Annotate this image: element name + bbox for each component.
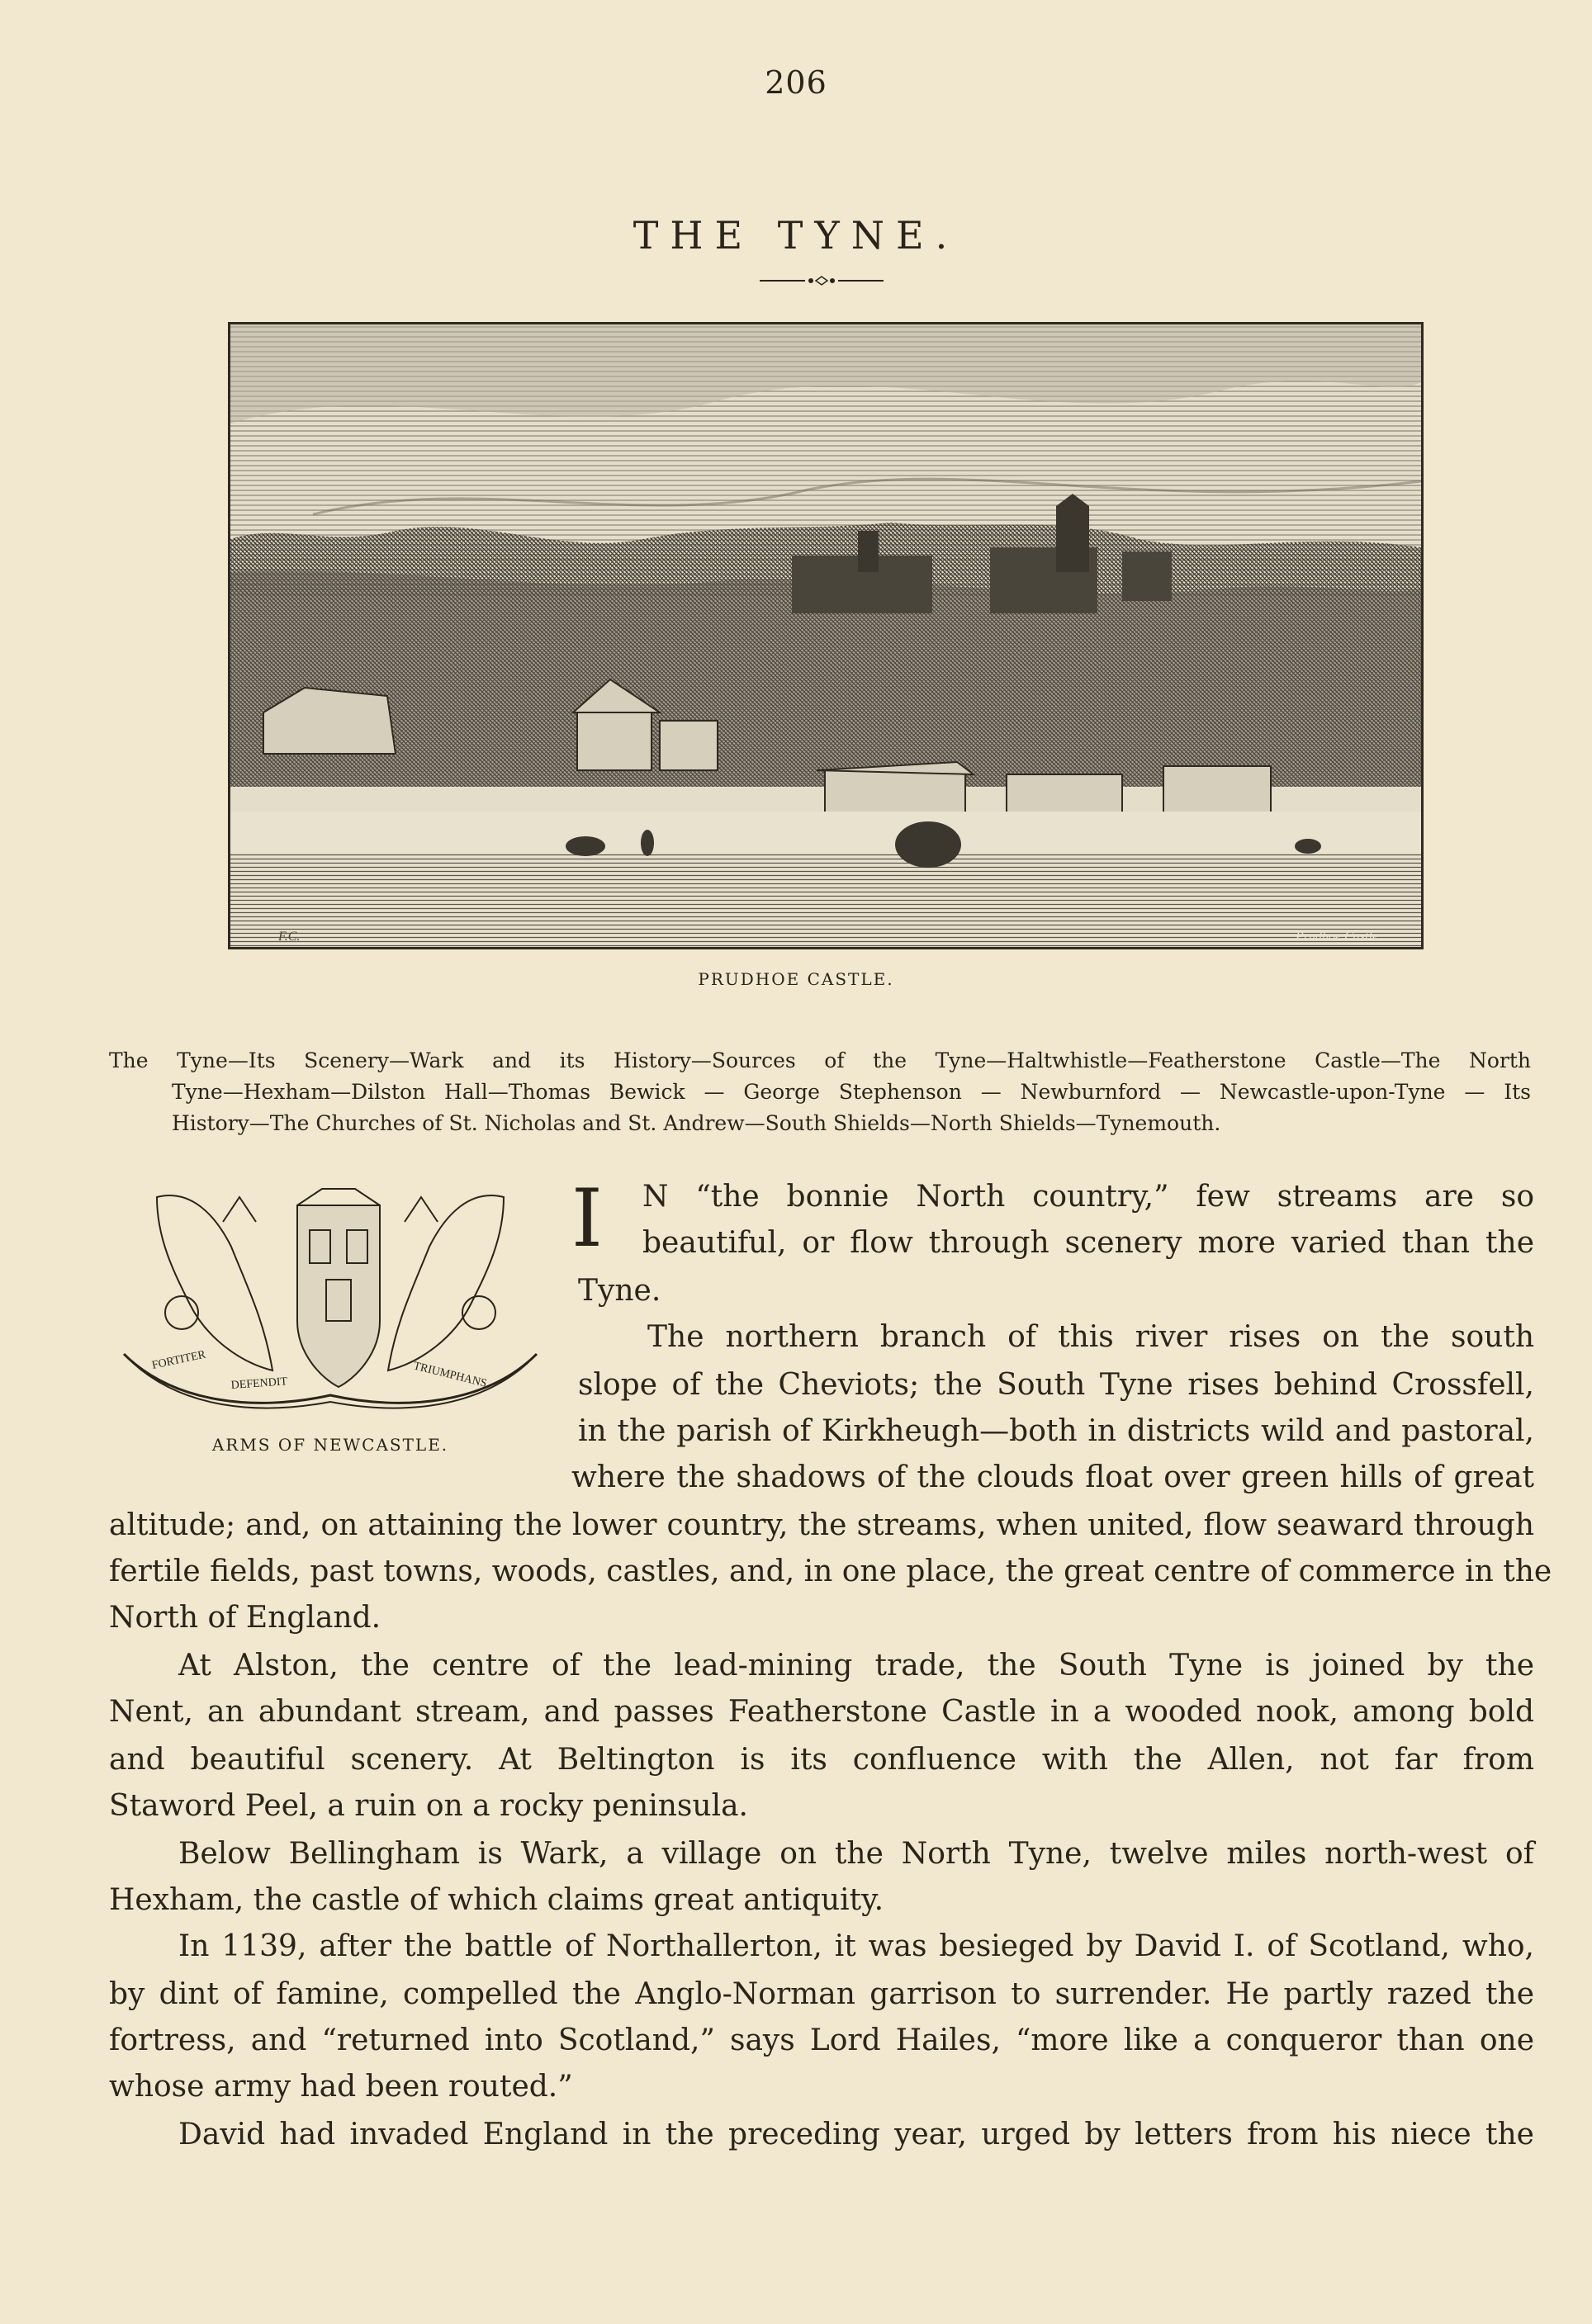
illustration-caption: PRUDHOE CASTLE.: [698, 969, 894, 989]
motto-middle: DEFENDIT: [230, 1375, 288, 1392]
body-line: Tyne.: [578, 1274, 661, 1308]
body-line: N “the bonnie North country,” few streams are so: [642, 1180, 1534, 1214]
summary-line: The Tyne—Its Scenery—Wark and its History—Sources of the Tyne—Haltwhistle—Featherstone Castle—The North: [109, 1048, 1531, 1072]
body-line: in the parish of Kirkheugh—both in districts wild and pastoral,: [578, 1414, 1534, 1448]
body-line: and beautiful scenery. At Beltington is its confluence with the Allen, not far from: [109, 1743, 1534, 1777]
body-line: fertile fields, past towns, woods, castles, and, in one place, the great centre of commerce in the: [109, 1555, 1552, 1588]
summary-line: History—The Churches of St. Nicholas and St. Andrew—South Shields—North Shields—Tynemouth.: [172, 1111, 1221, 1135]
body-line: In 1139, after the battle of Northallerton, it was besieged by David I. of Scotland, who,: [178, 1929, 1534, 1963]
summary-line: Tyne—Hexham—Dilston Hall—Thomas Bewick — George Stephenson — Newburnford — Newcastle-upon-Tyne — Its: [172, 1080, 1531, 1104]
body-line: whose army had been routed.”: [109, 2070, 573, 2104]
engraving-title-script: Prudhoe Castle: [1296, 930, 1378, 944]
body-line: by dint of famine, compelled the Anglo-Norman garrison to surrender. He partly razed the: [109, 1977, 1534, 2011]
drop-cap: I: [571, 1172, 603, 1265]
body-line: Staword Peel, a ruin on a rocky peninsula.: [109, 1789, 748, 1823]
arms-caption: ARMS OF NEWCASTLE.: [211, 1435, 449, 1455]
body-line: slope of the Cheviots; the South Tyne rises behind Crossfell,: [578, 1368, 1534, 1402]
motto-left: FORTITER: [150, 1348, 207, 1372]
body-line: North of England.: [109, 1601, 381, 1635]
body-line: where the shadows of the clouds float over green hills of great: [571, 1460, 1534, 1494]
body-line: altitude; and, on attaining the lower country, the streams, when united, flow seaward through: [109, 1508, 1534, 1542]
body-line: The northern branch of this river rises on the south: [647, 1320, 1534, 1354]
body-line: At Alston, the centre of the lead-mining trade, the South Tyne is joined by the: [178, 1649, 1534, 1683]
engraver-signature: F.C.: [278, 930, 301, 944]
arms-of-newcastle-emblem: [107, 1172, 553, 1428]
body-line: beautiful, or flow through scenery more varied than the: [642, 1226, 1534, 1260]
body-line: David had invaded England in the preceding year, urged by letters from his niece the: [178, 2118, 1534, 2151]
body-line: Hexham, the castle of which claims great antiquity.: [109, 1883, 884, 1917]
chapter-summary: [109, 1045, 1531, 1139]
chapter-title: THE TYNE.: [633, 213, 959, 258]
prudhoe-castle-engraving: [228, 322, 1424, 949]
body-line: fortress, and “returned into Scotland,” says Lord Hailes, “more like a conqueror than one: [109, 2023, 1534, 2057]
motto-right: TRIUMPHANS: [412, 1360, 488, 1390]
body-line: Nent, an abundant stream, and passes Featherstone Castle in a wooded nook, among bold: [109, 1695, 1534, 1729]
title-ornament-rule: [760, 276, 884, 286]
engraving-picture: [230, 324, 1421, 947]
page-number: 206: [765, 64, 827, 101]
body-line: Below Bellingham is Wark, a village on the North Tyne, twelve miles north-west of: [178, 1837, 1534, 1871]
